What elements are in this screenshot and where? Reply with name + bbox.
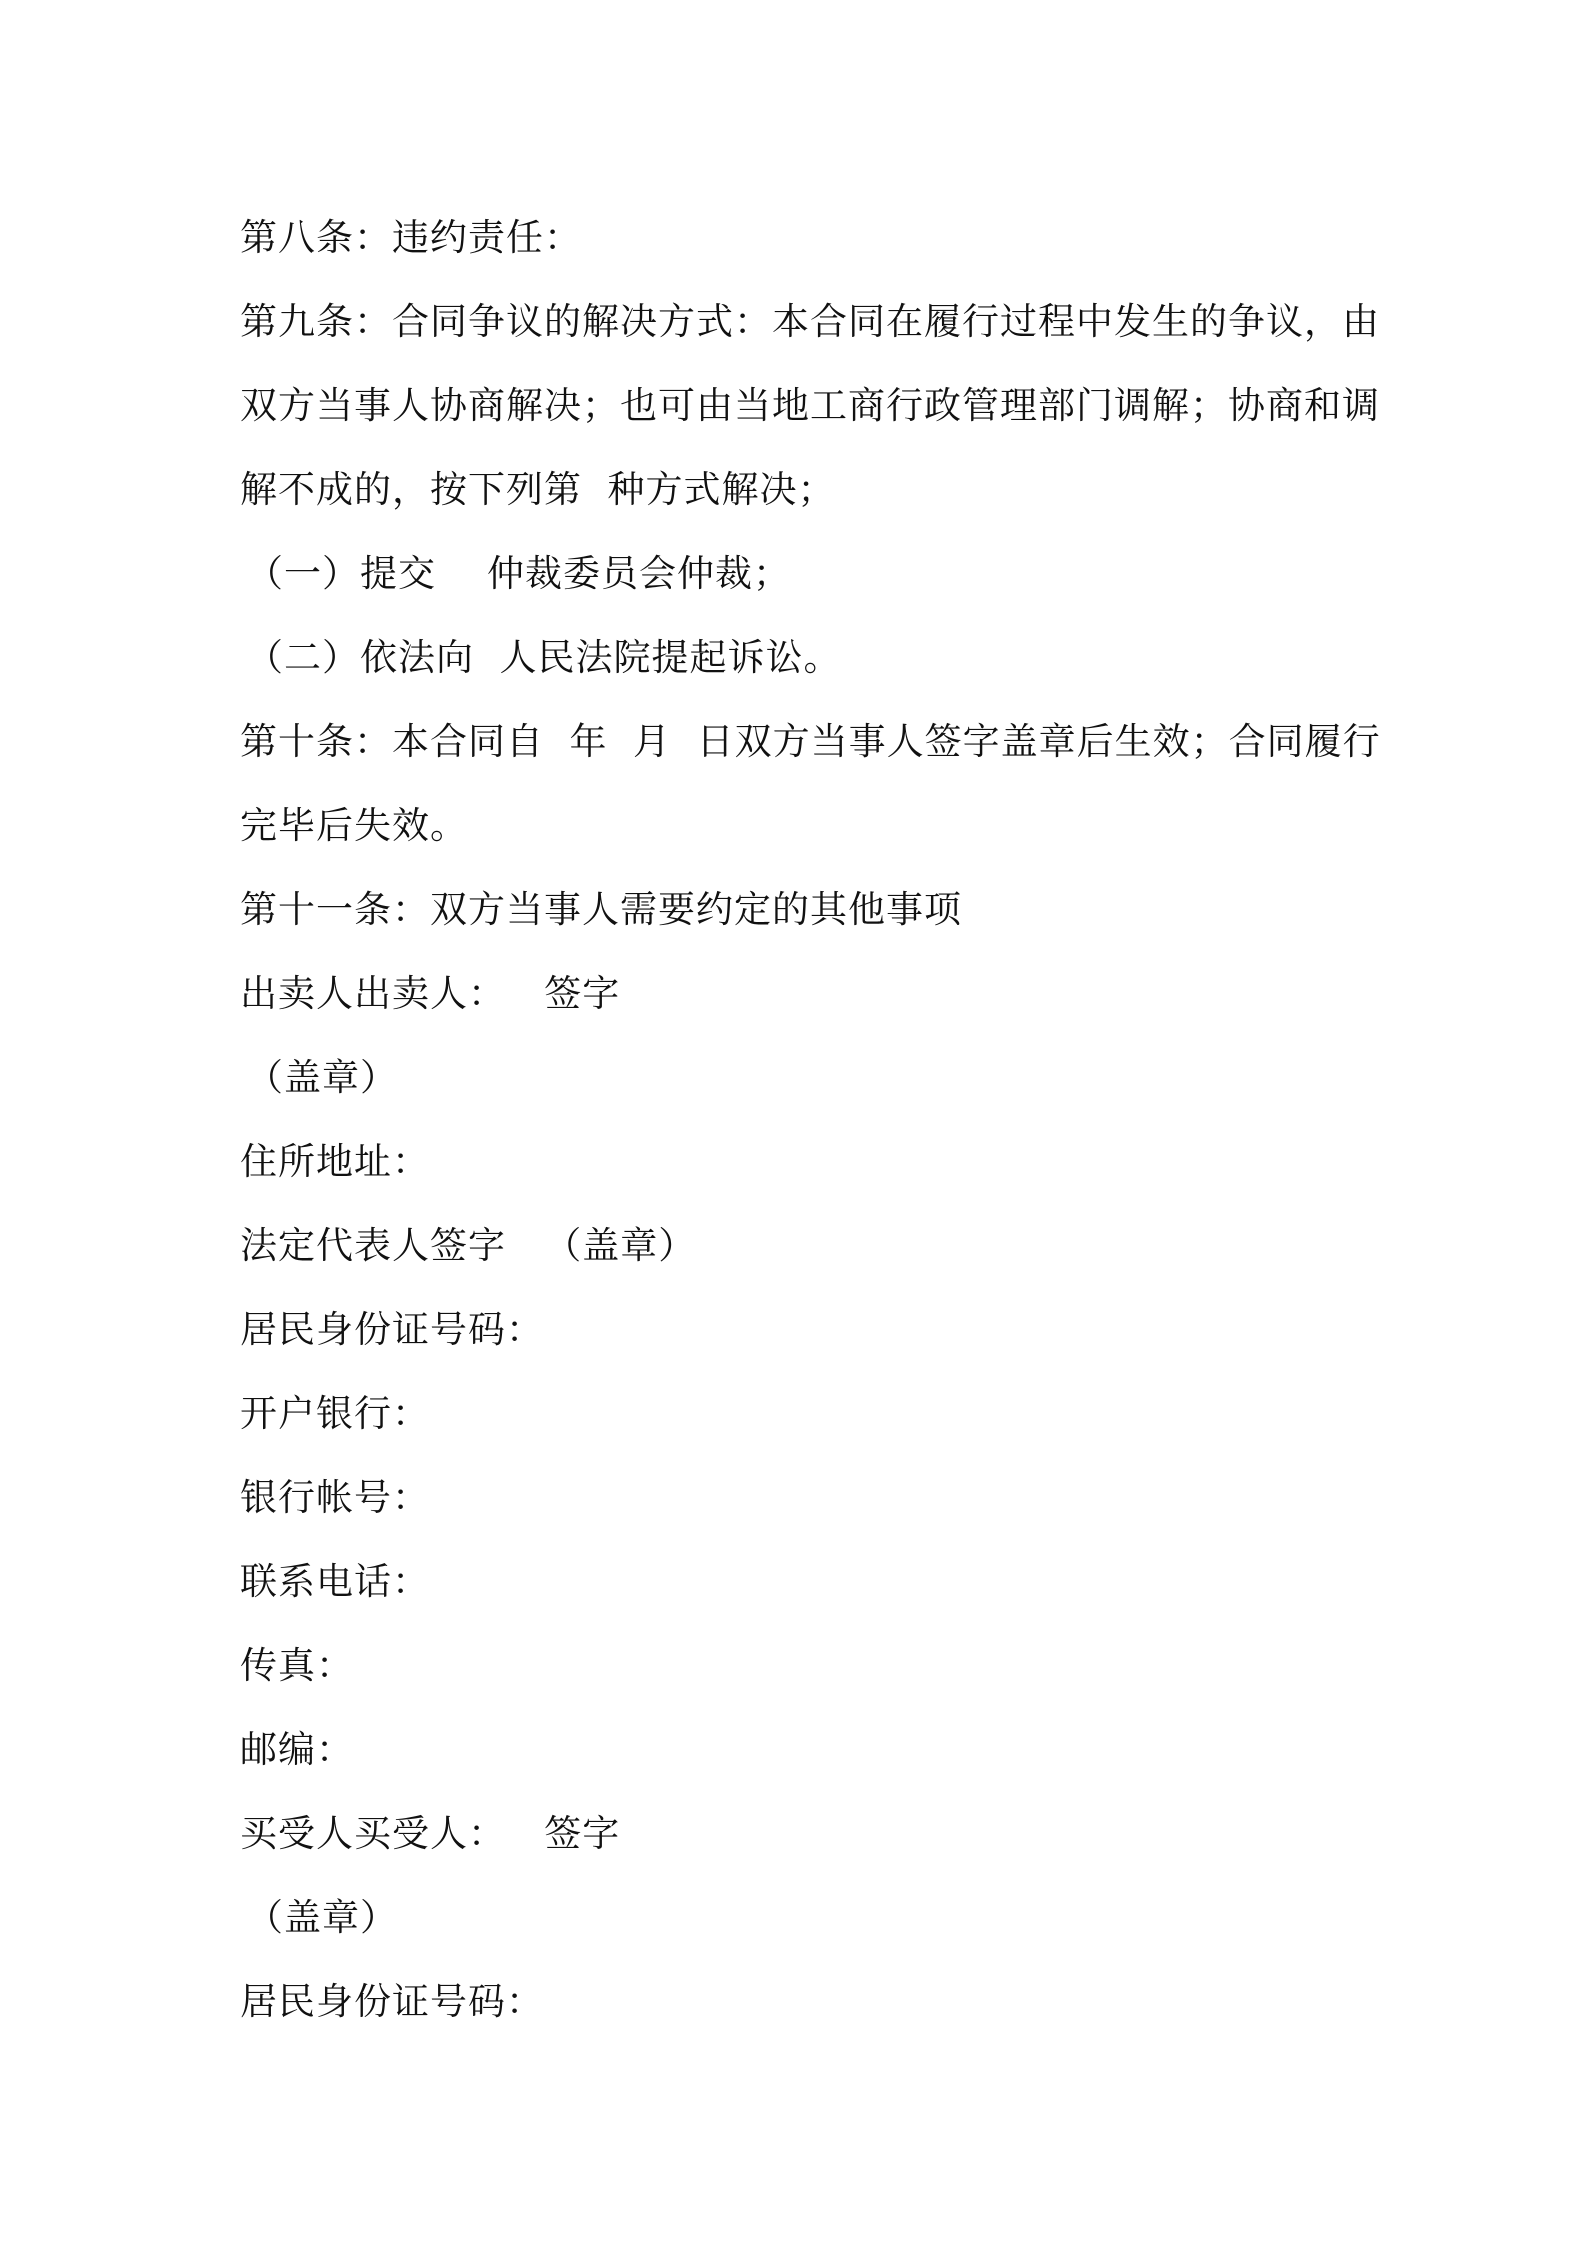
clause-10-line-1: 第十条：本合同自 年 月 日双方当事人签字盖章后生效；合同履行 [240, 720, 1381, 763]
clause-9-line-3: 解不成的，按下列第 种方式解决； [240, 468, 836, 511]
seller-signature-label: 出卖人出卖人： 签字 [240, 972, 621, 1015]
fax-label: 传真： [240, 1644, 354, 1687]
clause-8-heading: 第八条：违约责任： [240, 216, 582, 259]
bank-account-label: 银行帐号： [240, 1476, 430, 1519]
seller-seal-label: （盖章） [246, 1056, 398, 1099]
buyer-signature-label: 买受人买受人： 签字 [240, 1812, 621, 1855]
clause-9-line-1: 第九条：合同争议的解决方式：本合同在履行过程中发生的争议，由 [240, 300, 1380, 343]
seller-id-number-label: 居民身份证号码： [240, 1308, 544, 1351]
option-arbitration: （一）提交 仲裁委员会仲裁； [246, 552, 792, 595]
bank-label: 开户银行： [240, 1392, 430, 1435]
document-body [240, 196, 1381, 2044]
address-label: 住所地址： [240, 1140, 430, 1183]
buyer-id-number-label: 居民身份证号码： [240, 1980, 544, 2023]
option-litigation: （二）依法向 人民法院提起诉讼。 [246, 636, 842, 679]
legal-rep-signature-label: 法定代表人签字 （盖章） [240, 1224, 697, 1267]
clause-10-line-2: 完毕后失效。 [240, 804, 468, 847]
buyer-seal-label: （盖章） [246, 1896, 398, 1939]
clause-9-line-2: 双方当事人协商解决；也可由当地工商行政管理部门调解；协商和调 [240, 384, 1380, 427]
phone-label: 联系电话： [240, 1560, 430, 1603]
clause-11-heading: 第十一条：双方当事人需要约定的其他事项 [240, 888, 962, 931]
postcode-label: 邮编： [240, 1728, 354, 1771]
